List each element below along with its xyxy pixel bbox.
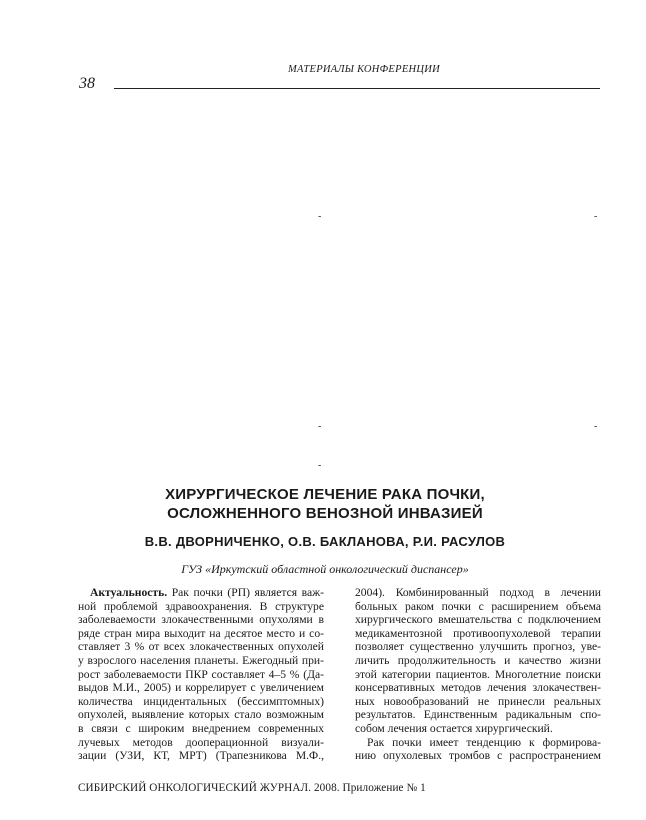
stray-mark: -	[318, 460, 322, 471]
left-column	[78, 586, 324, 763]
text-line: Рак почки имеет тенденцию к формирова-	[367, 735, 601, 749]
text-line: нию опухолевых тромбов с распространением	[355, 749, 601, 763]
stray-mark: -	[594, 421, 598, 432]
page-number: 38	[79, 75, 95, 92]
stray-mark: -	[318, 421, 322, 432]
text-line: ставляет 3 % от всех злокачественных опухолей	[78, 640, 324, 654]
header-rule	[114, 88, 600, 89]
text-line: зации (УЗИ, КТ, МРТ) (Трапезникова М.Ф.,	[78, 749, 324, 763]
text-line	[78, 586, 324, 600]
text-line: 2004). Комбинированный подход в лечении	[355, 586, 601, 599]
text-fragment: Рак почки (РП) является важ-	[171, 586, 324, 599]
text-line: в связи с широким внедрением современных	[78, 721, 324, 735]
text-line: консервативных методов лечения злокачествен-	[355, 681, 601, 695]
text-line: ных новообразований не принесли реальных	[355, 694, 601, 708]
article-title	[60, 485, 590, 523]
journal-footer: СИБИРСКИЙ ОНКОЛОГИЧЕСКИЙ ЖУРНАЛ. 2008. Приложение № 1	[78, 782, 426, 794]
article-authors: В.В. ДВОРНИЧЕНКО, О.В. БАКЛАНОВА, Р.И. РАСУЛОВ	[144, 534, 506, 549]
text-line: больных раком почки с расширением объема	[355, 599, 601, 613]
text-line: ной проблемой здравоохранения. В структуре	[78, 599, 324, 613]
text-line: этой категории пациентов. Многолетние поиски	[355, 667, 601, 681]
text-line: рост заболеваемости ПКР составляет 4–5 % (Да-	[78, 667, 324, 681]
text-line: заболеваемости злокачественными опухолями в	[78, 613, 324, 627]
section-lead: Актуальность.	[90, 586, 168, 599]
text-line: количества инцидентальных (бессимптомных)	[78, 694, 324, 708]
text-line: позволяет существенно улучшить прогноз, уве-	[355, 640, 601, 654]
stray-mark: -	[318, 211, 322, 222]
running-title: МАТЕРИАЛЫ КОНФЕРЕНЦИИ	[288, 64, 441, 75]
text-line: у взрослого населения планеты. Ежегодный при-	[78, 653, 324, 667]
text-line: медикаментозной противоопухолевой терапии	[355, 626, 601, 640]
text-line: собом лечения остается хирургический.	[355, 721, 553, 735]
text-line: хирургического вмешательства с подключением	[355, 613, 601, 627]
title-line: ОСЛОЖНЕННОГО ВЕНОЗНОЙ ИНВАЗИЕЙ	[167, 505, 483, 522]
text-line: лучевых методов дооперационной визуали-	[78, 735, 324, 749]
text-line: опухолей, выявление которых стало возможным	[78, 708, 324, 722]
title-line: ХИРУРГИЧЕСКОЕ ЛЕЧЕНИЕ РАКА ПОЧКИ,	[165, 486, 485, 503]
stray-mark: -	[594, 211, 598, 222]
text-line: личить продолжительность и качество жизни	[355, 653, 601, 667]
text-line: ряде стран мира выходит на десятое место и со-	[78, 626, 324, 640]
text-line: результатов. Единственным радикальным спо-	[355, 708, 601, 722]
article-affiliation: ГУЗ «Иркутский областной онкологический диспансер»	[181, 562, 469, 576]
right-column	[355, 586, 601, 763]
text-line: выдов М.И., 2005) и коррелирует с увеличением	[78, 681, 324, 695]
